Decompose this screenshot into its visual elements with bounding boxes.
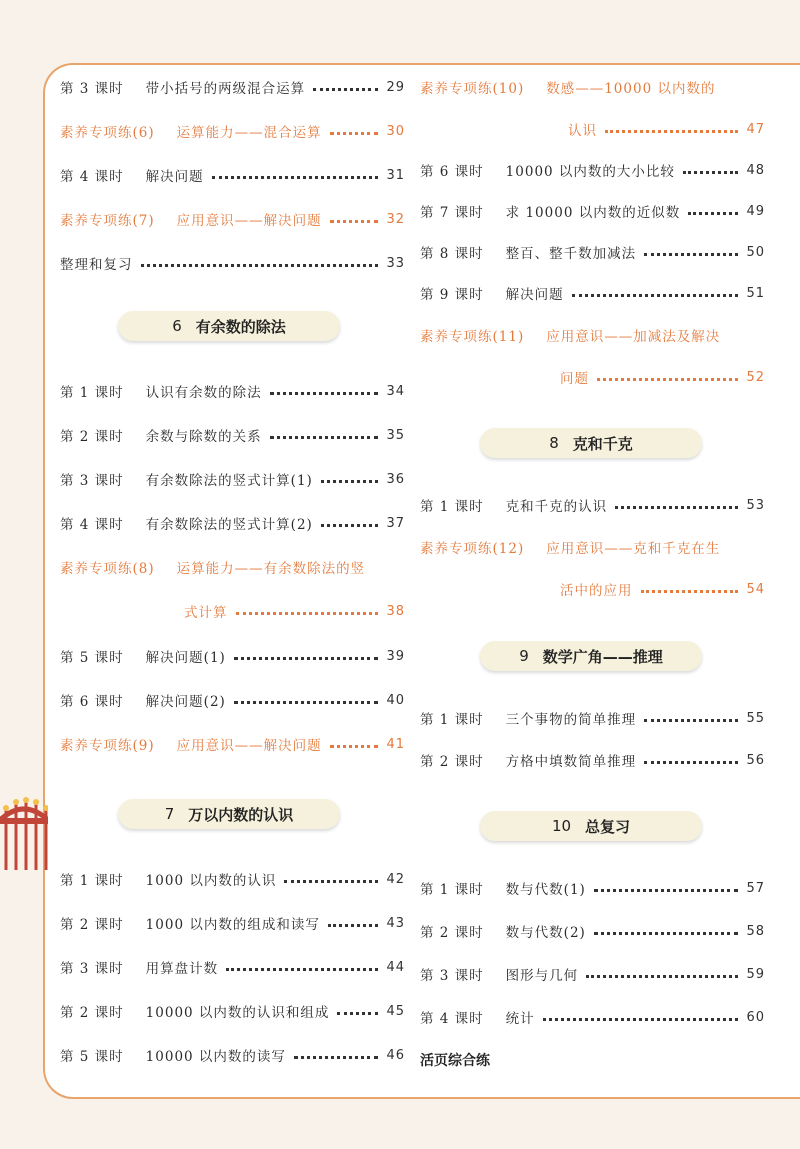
page-number: 54 (746, 581, 765, 597)
lesson-label: 第 1 课时 (420, 712, 484, 728)
special-title: 应用意识——解决问题 (176, 738, 322, 754)
leader-dots (294, 1056, 379, 1059)
toc-entry-special[interactable] (60, 730, 405, 758)
lesson-title: 解决问题 (505, 287, 564, 303)
leader-dots (586, 975, 738, 978)
lesson-title: 用算盘计数 (145, 961, 219, 977)
lesson-label: 第 4 课时 (60, 517, 124, 533)
unit-title: 克和千克 (572, 434, 633, 453)
toc-entry-special[interactable] (60, 117, 405, 145)
page-number: 40 (386, 692, 405, 708)
toc-entry[interactable] (60, 686, 405, 714)
toc-entry[interactable] (60, 465, 405, 493)
unit-heading-6[interactable] (118, 311, 340, 341)
page-number: 47 (746, 121, 765, 137)
bridge-decoration (0, 790, 48, 880)
toc-entry[interactable] (60, 953, 405, 981)
leader-dots (313, 88, 378, 91)
page-number: 39 (386, 648, 405, 664)
toc-entry[interactable] (60, 909, 405, 937)
lesson-title: 解决问题(2) (145, 694, 226, 710)
lesson-title: 余数与除数的关系 (145, 429, 262, 445)
lesson-label: 第 5 课时 (60, 650, 124, 666)
special-title: 运算能力——有余数除法的竖 (176, 561, 366, 577)
lesson-label: 第 9 课时 (420, 287, 484, 303)
page-number: 31 (386, 167, 405, 183)
lesson-title: 1000 以内数的组成和读写 (145, 917, 320, 933)
review-title: 整理和复习 (60, 257, 133, 273)
page-number: 57 (746, 880, 765, 896)
page-number: 55 (746, 710, 765, 726)
leader-dots (270, 392, 379, 395)
unit-title: 有余数的除法 (195, 317, 286, 336)
special-title-cont: 问题 (560, 371, 589, 387)
lesson-title: 数与代数(2) (505, 925, 586, 941)
page-number: 44 (386, 959, 405, 975)
toc-entry-special-cont[interactable] (560, 575, 765, 603)
unit-heading-10[interactable] (480, 811, 702, 841)
lesson-label: 第 3 课时 (60, 961, 124, 977)
lesson-title: 统计 (505, 1011, 535, 1027)
lesson-title: 10000 以内数的大小比较 (505, 164, 675, 180)
lesson-label: 第 2 课时 (60, 917, 124, 933)
page-number: 52 (746, 369, 765, 385)
toc-entry-special-cont[interactable] (568, 115, 765, 143)
toc-entry[interactable] (420, 704, 765, 732)
page-number: 41 (386, 736, 405, 752)
page-number: 45 (386, 1003, 405, 1019)
page-number: 32 (386, 211, 405, 227)
lesson-title: 求 10000 以内数的近似数 (505, 205, 681, 221)
toc-entry[interactable] (420, 1003, 765, 1031)
page-number: 43 (386, 915, 405, 931)
leader-dots (321, 480, 379, 483)
toc-entry[interactable] (60, 509, 405, 537)
toc-entry[interactable] (420, 960, 765, 988)
unit-title: 万以内数的认识 (188, 805, 294, 824)
lesson-title: 三个事物的简单推理 (505, 712, 637, 728)
toc-entry[interactable] (420, 197, 765, 225)
page-number: 58 (746, 923, 765, 939)
leader-dots (543, 1018, 739, 1021)
page-number: 53 (746, 497, 765, 513)
special-label: 素养专项练(9) (60, 738, 155, 754)
leader-dots (683, 171, 739, 174)
toc-entry[interactable] (420, 491, 765, 519)
lesson-label: 第 4 课时 (60, 169, 124, 185)
leader-dots (615, 506, 738, 509)
toc-entry[interactable] (420, 238, 765, 266)
leader-dots (330, 745, 379, 748)
toc-entry[interactable] (420, 279, 765, 307)
toc-entry[interactable] (420, 746, 765, 774)
unit-title: 总复习 (585, 817, 631, 836)
lesson-title: 解决问题 (145, 169, 204, 185)
lesson-title: 有余数除法的竖式计算(2) (145, 517, 313, 533)
lesson-label: 第 4 课时 (420, 1011, 484, 1027)
lesson-label: 第 2 课时 (60, 1005, 124, 1021)
special-title: 应用意识——解决问题 (176, 213, 322, 229)
special-label: 素养专项练(6) (60, 125, 155, 141)
special-title-cont: 认识 (568, 123, 597, 139)
toc-entry[interactable] (60, 161, 405, 189)
page-number: 37 (386, 515, 405, 531)
lesson-label: 第 2 课时 (60, 429, 124, 445)
page-number: 35 (386, 427, 405, 443)
leader-dots (572, 294, 739, 297)
special-label: 素养专项练(11) (420, 329, 525, 345)
lesson-label: 第 7 课时 (420, 205, 484, 221)
lesson-label: 第 3 课时 (60, 473, 124, 489)
special-label: 素养专项练(7) (60, 213, 155, 229)
unit-heading-7[interactable] (118, 799, 340, 829)
lesson-title: 数与代数(1) (505, 882, 586, 898)
special-label: 素养专项练(10) (420, 81, 525, 97)
toc-entry[interactable] (420, 917, 765, 945)
lesson-title: 解决问题(1) (145, 650, 226, 666)
unit-number: 8 (549, 434, 559, 452)
lesson-label: 第 8 课时 (420, 246, 484, 262)
toc-entry-special-cont[interactable] (184, 597, 405, 625)
lesson-label: 第 6 课时 (60, 694, 124, 710)
page-number: 46 (386, 1047, 405, 1063)
lesson-title: 10000 以内数的读写 (145, 1049, 286, 1065)
page-number: 51 (746, 285, 765, 301)
lesson-label: 第 2 课时 (420, 754, 484, 770)
lesson-label: 第 2 课时 (420, 925, 484, 941)
unit-number: 6 (172, 317, 182, 335)
toc-entry[interactable] (60, 865, 405, 893)
unit-number: 9 (519, 647, 529, 665)
leader-dots (688, 212, 738, 215)
special-title: 运算能力——混合运算 (176, 125, 322, 141)
leader-dots (270, 436, 379, 439)
leader-dots (644, 761, 738, 764)
lesson-label: 第 5 课时 (60, 1049, 124, 1065)
special-title: 应用意识——克和千克在生 (546, 541, 721, 557)
toc-entry-special[interactable] (60, 205, 405, 233)
lesson-label: 第 6 课时 (420, 164, 484, 180)
lesson-title: 认识有余数的除法 (145, 385, 262, 401)
toc-entry-special[interactable] (420, 321, 765, 349)
leader-dots (330, 132, 379, 135)
lesson-title: 10000 以内数的认识和组成 (145, 1005, 330, 1021)
page-number: 33 (386, 255, 405, 271)
lesson-title: 克和千克的认识 (505, 499, 608, 515)
leader-dots (234, 657, 379, 660)
toc-entry[interactable] (60, 421, 405, 449)
special-title-cont: 活中的应用 (560, 583, 633, 599)
toc-entry-special[interactable] (420, 533, 765, 561)
lesson-title: 整百、整千数加减法 (505, 246, 637, 262)
leader-dots (641, 590, 739, 593)
unit-heading-9[interactable] (480, 641, 702, 671)
page-number: 38 (386, 603, 405, 619)
lesson-title: 方格中填数简单推理 (505, 754, 637, 770)
leader-dots (644, 719, 738, 722)
lesson-label: 第 3 课时 (420, 968, 484, 984)
lesson-title: 带小括号的两级混合运算 (145, 81, 306, 97)
toc-entry[interactable] (420, 156, 765, 184)
unit-number: 7 (164, 805, 175, 823)
special-title-cont: 式计算 (184, 605, 228, 621)
leader-dots (597, 378, 738, 381)
special-title: 数感——10000 以内数的 (546, 81, 716, 97)
leader-dots (234, 701, 379, 704)
page-number: 50 (746, 244, 765, 260)
page-number: 30 (386, 123, 405, 139)
leader-dots (330, 220, 379, 223)
page-number: 36 (386, 471, 405, 487)
leader-dots (236, 612, 379, 615)
page-number: 29 (386, 79, 405, 95)
lesson-label: 第 1 课时 (420, 882, 484, 898)
page-number: 60 (746, 1009, 765, 1025)
lesson-label: 第 1 课时 (420, 499, 484, 515)
unit-heading-8[interactable] (480, 428, 702, 458)
special-label: 素养专项练(12) (420, 541, 525, 557)
leader-dots (328, 924, 379, 927)
page-number: 49 (746, 203, 765, 219)
leader-dots (594, 932, 739, 935)
toc-entry-special[interactable] (60, 553, 405, 581)
toc-entry-special[interactable] (420, 73, 765, 101)
leader-dots (284, 880, 378, 883)
lesson-title: 图形与几何 (505, 968, 579, 984)
toc-entry-special-cont[interactable] (560, 363, 765, 391)
lesson-title: 有余数除法的竖式计算(1) (145, 473, 313, 489)
lesson-label: 第 3 课时 (60, 81, 124, 97)
toc-entry[interactable] (420, 874, 765, 902)
page-number: 59 (746, 966, 765, 982)
lesson-label: 第 1 课时 (60, 873, 124, 889)
leader-dots (321, 524, 379, 527)
leader-dots (212, 176, 379, 179)
page-number: 42 (386, 871, 405, 887)
toc-entry[interactable] (60, 1041, 405, 1069)
leader-dots (226, 968, 378, 971)
toc-entry[interactable] (60, 997, 405, 1025)
page-number: 34 (386, 383, 405, 399)
lesson-label: 第 1 课时 (60, 385, 124, 401)
toc-entry-review[interactable] (60, 249, 405, 277)
toc-entry[interactable] (60, 377, 405, 405)
unit-number: 10 (551, 817, 572, 835)
special-title: 应用意识——加减法及解决 (546, 329, 721, 345)
leader-dots (644, 253, 738, 256)
page-number: 48 (746, 162, 765, 178)
leader-dots (594, 889, 739, 892)
leader-dots (337, 1012, 378, 1015)
unit-title: 数学广角——推理 (542, 647, 663, 666)
worksheet-section-title[interactable]: 活页综合练 (420, 1053, 490, 1069)
toc-entry[interactable] (60, 642, 405, 670)
lesson-title: 1000 以内数的认识 (145, 873, 277, 889)
special-label: 素养专项练(8) (60, 561, 155, 577)
page-number: 56 (746, 752, 765, 768)
toc-entry[interactable] (60, 73, 405, 101)
leader-dots (141, 264, 379, 267)
leader-dots (605, 130, 738, 133)
